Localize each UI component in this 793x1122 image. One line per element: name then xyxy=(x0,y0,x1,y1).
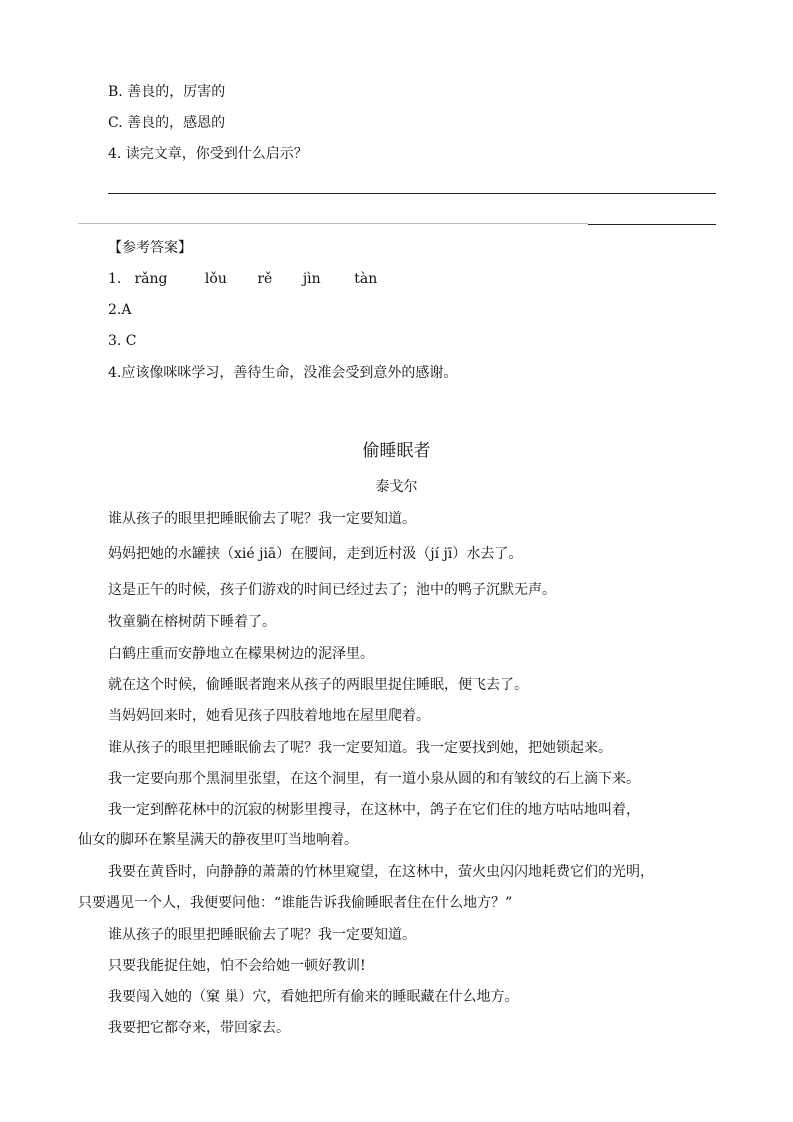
answer-1-label: 1. xyxy=(108,271,122,287)
article-author: 泰戈尔 xyxy=(375,479,418,495)
option-b: B. 善良的，厉害的 xyxy=(108,84,226,100)
option-c: C. 善良的，感恩的 xyxy=(108,115,226,131)
paragraph: 就在这个时候，偷睡眠者跑来从孩子的两眼里捉住睡眠，便飞去了。 xyxy=(108,677,528,693)
pinyin-item: rǎng xyxy=(134,271,168,287)
paragraph-continuation: 只要遇见一个人，我便要问他：“谁能告诉我偷睡眠者住在什么地方？” xyxy=(78,895,513,911)
paragraph: 谁从孩子的眼里把睡眠偷去了呢？我一定要知道。 xyxy=(108,511,416,527)
paragraph: 牧童躺在榕树荫下睡着了。 xyxy=(108,614,276,630)
answer-2: 2.A xyxy=(108,302,132,318)
paragraph: 谁从孩子的眼里把睡眠偷去了呢？我一定要知道。 xyxy=(108,927,416,943)
paragraph: 我要在黄昏时，向静静的萧萧的竹林里窥望，在这林中，萤火虫闪闪地耗费它们的光明， xyxy=(108,864,654,880)
answer-3: 3. C xyxy=(108,333,137,349)
question-4: 4. 读完文章，你受到什么启示？ xyxy=(108,146,308,162)
pinyin-item: rě xyxy=(257,271,273,287)
paragraph: 白鹤庄重而安静地立在檬果树边的泥泽里。 xyxy=(108,646,374,662)
paragraph: 妈妈把她的水罐挟（xié jiā）在腰间，走到近村汲（jí jī）水去了。 xyxy=(108,546,523,562)
answer-line xyxy=(108,193,716,194)
pinyin-item: jìn xyxy=(302,271,321,287)
article-title: 偷睡眠者 xyxy=(362,441,431,461)
pinyin-item: lǒu xyxy=(204,271,227,287)
paragraph-continuation: 仙女的脚环在繁星满天的静夜里叮当地响着。 xyxy=(78,832,358,848)
section-divider-dark xyxy=(588,224,716,225)
answer-1 xyxy=(108,270,377,288)
answer-4: 4.应该像咪咪学习，善待生命，没准会受到意外的感谢。 xyxy=(108,365,458,381)
paragraph: 我一定到醉花林中的沉寂的树影里搜寻，在这林中，鸽子在它们住的地方咕咕地叫着， xyxy=(108,802,640,818)
paragraph: 当妈妈回来时，她看见孩子四肢着地地在屋里爬着。 xyxy=(108,708,430,724)
paragraph: 谁从孩子的眼里把睡眠偷去了呢？我一定要知道。我一定要找到她，把她锁起来。 xyxy=(108,740,612,756)
paragraph: 我要把它都夺来，带回家去。 xyxy=(108,1020,290,1036)
paragraph: 只要我能捉住她，怕不会给她一顿好教训! xyxy=(108,958,366,974)
answers-heading: 【参考答案】 xyxy=(108,240,192,256)
section-divider xyxy=(78,223,588,224)
paragraph: 我一定要向那个黑洞里张望，在这个洞里，有一道小泉从圆的和有皱纹的石上滴下来。 xyxy=(108,771,640,787)
paragraph: 我要闯入她的（窠 巢）穴，看她把所有偷来的睡眠藏在什么地方。 xyxy=(108,989,519,1005)
pinyin-item: tàn xyxy=(354,271,378,287)
paragraph: 这是正午的时候，孩子们游戏的时间已经过去了；池中的鸭子沉默无声。 xyxy=(108,582,556,598)
